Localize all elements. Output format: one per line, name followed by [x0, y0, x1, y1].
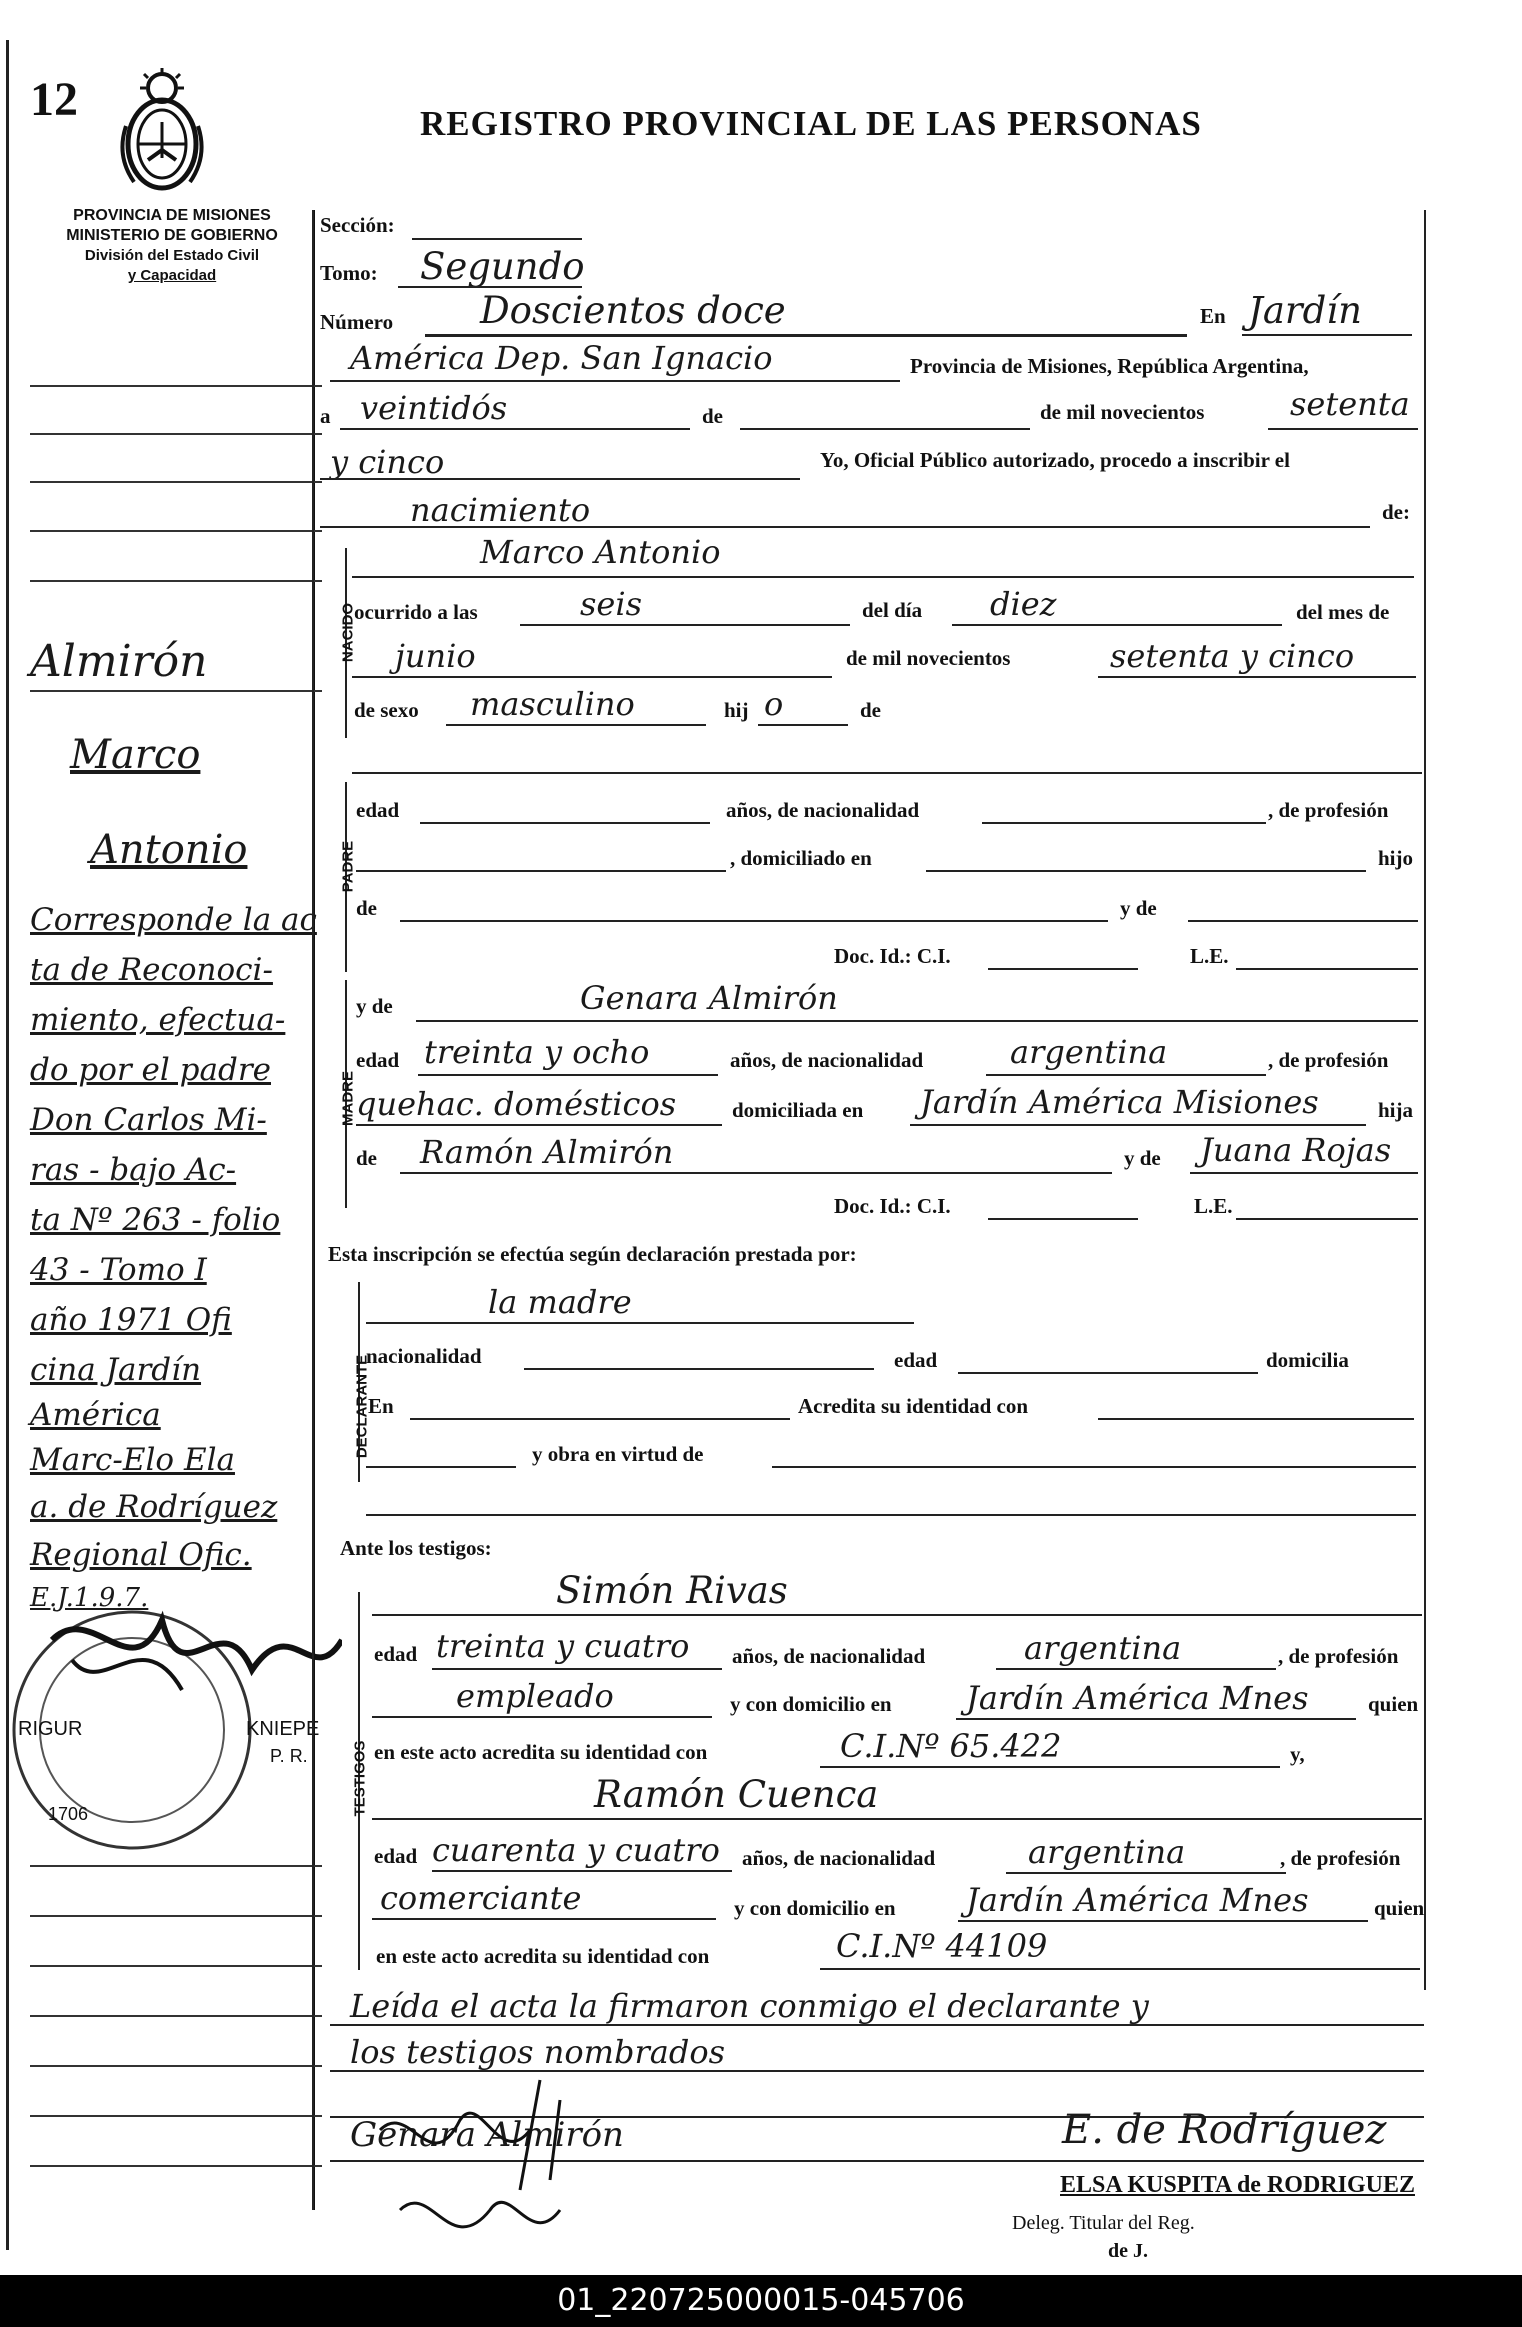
margin-note-line: Corresponde la ac — [30, 902, 317, 938]
label-sexo: de sexo — [354, 698, 419, 722]
field-nac-padre — [982, 822, 1266, 824]
field-t1-dom — [956, 1718, 1356, 1720]
label-quien-t2: quien — [1374, 1896, 1425, 1920]
label-edad-t2: edad — [374, 1844, 418, 1868]
field-acto — [320, 526, 1370, 528]
value-testigo-1: Simón Rivas — [556, 1569, 788, 1612]
image-id-bar: 01_220725000015-045706 — [0, 2275, 1522, 2327]
field-hora — [520, 624, 850, 626]
field-nacionalidad-decl — [524, 1368, 874, 1370]
margin-rule — [30, 433, 322, 435]
coat-of-arms-icon — [112, 66, 212, 196]
field-le-madre — [1236, 1218, 1418, 1220]
section-label-padre: PADRE — [339, 840, 357, 893]
label-en-decl: En — [368, 1394, 394, 1418]
value-tomo: Segundo — [420, 245, 585, 288]
field-t2-prof — [372, 1918, 716, 1920]
field-cierre-1 — [330, 2024, 1424, 2026]
margin-note-line: cina Jardín — [30, 1352, 202, 1388]
label-nac-t2: años, de nacionalidad — [742, 1846, 936, 1870]
value-t2-edad: cuarenta y cuatro — [432, 1831, 720, 1869]
value-hora: seis — [580, 585, 643, 623]
label-y-de-abuela: y de — [1124, 1146, 1161, 1170]
field-t1-nac — [996, 1668, 1276, 1670]
label-del-dia: del día — [862, 598, 923, 622]
label-nacionalidad-decl: nacionalidad — [366, 1344, 482, 1368]
field-le-padre — [1236, 968, 1418, 970]
label-en: En — [1200, 304, 1226, 328]
label-prof-madre: , de profesión — [1268, 1048, 1389, 1072]
label-nac-madre: años, de nacionalidad — [730, 1048, 924, 1072]
label-del-mes: del mes de — [1296, 600, 1390, 624]
field-en-decl — [410, 1418, 790, 1420]
value-dia-inscripcion: veintidós — [360, 389, 508, 427]
field-abuelo-materno — [400, 1172, 1112, 1174]
label-de: de — [702, 404, 723, 428]
label-edad-t1: edad — [374, 1642, 418, 1666]
margin-rule — [30, 2115, 322, 2117]
value-madre-edad: treinta y ocho — [424, 1033, 650, 1071]
page-number: 12 — [30, 73, 78, 126]
value-sexo: masculino — [470, 685, 635, 723]
value-lugar-2: América Dep. San Ignacio — [350, 339, 773, 377]
value-nombre: Marco Antonio — [480, 533, 721, 571]
issuer-line-1: PROVINCIA DE MISIONES — [73, 207, 271, 224]
field-nacido-extra — [352, 772, 1422, 774]
field-madre-prof — [356, 1124, 722, 1126]
label-de-hijo: de — [860, 698, 881, 722]
margin-note-line: ta Nº 263 - folio — [30, 1202, 281, 1238]
field-edad-padre — [420, 822, 710, 824]
value-anio-2: y cinco — [330, 443, 445, 481]
field-numero — [425, 334, 1187, 337]
label-acredita-t1: en este acto acredita su identidad con — [374, 1740, 708, 1764]
issuer-block — [22, 206, 322, 286]
value-t2-prof: comerciante — [380, 1879, 582, 1917]
field-mes — [352, 676, 832, 678]
margin-rule — [30, 2065, 322, 2067]
label-le-madre: L.E. — [1194, 1194, 1233, 1218]
value-en-lugar: Jardín — [1248, 289, 1362, 332]
field-doc-madre — [988, 1218, 1138, 1220]
label-con-dom-t2: y con domicilio en — [734, 1896, 896, 1920]
label-y-de-madre: y de — [356, 994, 393, 1018]
field-t2-dom — [958, 1920, 1368, 1922]
label-de-madre: de — [356, 1146, 377, 1170]
margin-rule — [30, 1915, 322, 1917]
margin-note-line: ras - bajo Ac- — [30, 1152, 237, 1188]
field-dia-nac — [952, 624, 1282, 626]
field-t2-id — [820, 1968, 1420, 1970]
margin-note-line: a. de Rodríguez — [30, 1489, 278, 1525]
page-edge-left — [6, 40, 9, 2250]
section-label-declarante: DECLARANTE — [353, 1354, 371, 1459]
stamp-text-right: KNIEPE — [246, 1718, 320, 1740]
value-acto: nacimiento — [410, 491, 591, 529]
value-t2-nac: argentina — [1028, 1833, 1186, 1871]
label-acredita-t2: en este acto acredita su identidad con — [376, 1944, 710, 1968]
label-inscripcion: Esta inscripción se efectúa según declaración prestada por: — [328, 1242, 857, 1266]
field-testigo-1 — [372, 1614, 1422, 1616]
value-anio-1: setenta — [1290, 385, 1410, 423]
field-t1-prof — [372, 1716, 712, 1718]
value-t2-dom: Jardín América Mnes — [966, 1881, 1309, 1919]
field-declarante — [366, 1322, 914, 1324]
form-border-right — [1424, 210, 1426, 1990]
label-doc-padre: Doc. Id.: C.I. — [834, 944, 951, 968]
field-abuela-materna — [1190, 1172, 1418, 1174]
margin-name-2: Antonio — [90, 827, 248, 873]
value-madre-dom: Jardín América Misiones — [920, 1083, 1319, 1121]
field-t1-edad — [432, 1668, 722, 1670]
field-obra — [772, 1466, 1416, 1468]
field-dia — [340, 428, 690, 430]
stamp-text-left: RIGUR — [18, 1718, 83, 1740]
label-le-padre: L.E. — [1190, 944, 1229, 968]
margin-note-line: Regional Ofic. — [30, 1537, 252, 1573]
field-madre-nac — [986, 1074, 1266, 1076]
stamp-text-sub: P. R. — [270, 1746, 308, 1766]
field-tomo — [398, 286, 582, 288]
label-acredita: Acredita su identidad con — [798, 1394, 1029, 1418]
value-declarante: la madre — [488, 1283, 632, 1321]
label-prof-t2: , de profesión — [1280, 1846, 1401, 1870]
margin-rule — [30, 1865, 322, 1867]
value-abuelo-materno: Ramón Almirón — [420, 1133, 674, 1171]
value-testigo-2: Ramón Cuenca — [594, 1773, 879, 1816]
value-madre-prof: quehac. domésticos — [356, 1085, 677, 1123]
field-anio-1 — [1268, 428, 1418, 430]
label-yo-oficial: Yo, Oficial Público autorizado, procedo a inscribir el — [820, 448, 1290, 472]
margin-rule — [30, 530, 322, 532]
margin-note-line: América — [30, 1397, 161, 1433]
margin-note-line: ta de Reconoci- — [30, 952, 273, 988]
label-obra: y obra en virtud de — [532, 1442, 704, 1466]
label-mil-novecientos-2: de mil novecientos — [846, 646, 1011, 670]
value-numero: Doscientos doce — [480, 289, 786, 332]
value-madre-nac: argentina — [1010, 1033, 1168, 1071]
label-doc-madre: Doc. Id.: C.I. — [834, 1194, 951, 1218]
field-abuelo-paterno — [400, 920, 1108, 922]
label-dom-padre: , domiciliado en — [730, 846, 872, 870]
margin-note-line: miento, efectua- — [30, 1002, 286, 1038]
field-nombre — [352, 576, 1414, 578]
signature-oficial: E. de Rodríguez — [1062, 2107, 1387, 2153]
value-t1-prof: empleado — [456, 1677, 614, 1715]
margin-note-line: Don Carlos Mi- — [30, 1102, 267, 1138]
section-label-testigos: TESTIGOS — [351, 1740, 369, 1817]
signature-scribble-icon — [360, 2060, 720, 2270]
value-t2-id: C.I.Nº 44109 — [836, 1927, 1048, 1965]
label-y-de-padre: y de — [1120, 896, 1157, 920]
field-prof-padre — [356, 870, 726, 872]
label-nac-padre: años, de nacionalidad — [726, 798, 920, 822]
field-dom-padre — [926, 870, 1366, 872]
field-en — [1242, 334, 1412, 336]
field-doc-padre — [988, 968, 1138, 970]
label-con-dom-t1: y con domicilio en — [730, 1692, 892, 1716]
label-hij: hij — [724, 698, 749, 722]
label-de-padre: de — [356, 896, 377, 920]
field-lugar-2 — [330, 380, 900, 382]
value-cierre-2: los testigos nombrados — [350, 2033, 725, 2071]
official-stamp-role-2: de J. — [1108, 2240, 1148, 2262]
label-dom-madre: domiciliada en — [732, 1098, 864, 1122]
label-edad-padre: edad — [356, 798, 400, 822]
field-mes-inscripcion — [740, 428, 1030, 430]
label-edad-decl: edad — [894, 1348, 938, 1372]
field-madre-nombre — [416, 1020, 1418, 1022]
margin-rule — [30, 1965, 322, 1967]
signature-declarante: Genara Almirón — [350, 2115, 624, 2155]
section-label-nacido: NACIDO — [339, 602, 357, 663]
label-de-colon: de: — [1382, 500, 1410, 524]
value-cierre-1: Leída el acta la firmaron conmigo el declarante y — [350, 1987, 1149, 2025]
label-ocurrido: ocurrido a las — [354, 600, 478, 624]
value-hij-sufijo: o — [764, 685, 784, 723]
label-ante-testigos: Ante los testigos: — [340, 1536, 492, 1560]
official-stamp-name: ELSA KUSPITA de RODRIGUEZ — [1060, 2172, 1415, 2198]
label-hijo-padre: hijo — [1378, 846, 1414, 870]
field-madre-edad — [418, 1074, 718, 1076]
label-edad-madre: edad — [356, 1048, 400, 1072]
official-stamp-role: Deleg. Titular del Reg. — [1012, 2212, 1195, 2234]
field-t2-nac — [1006, 1872, 1286, 1874]
value-t1-nac: argentina — [1024, 1629, 1182, 1667]
document-title: REGISTRO PROVINCIAL DE LAS PERSONAS — [420, 104, 1202, 143]
section-label-madre: MADRE — [339, 1071, 357, 1126]
label-prof-t1: , de profesión — [1278, 1644, 1399, 1668]
margin-note-line: 43 - Tomo I — [30, 1252, 207, 1288]
field-seccion — [412, 238, 582, 240]
field-decl-extra — [366, 1466, 516, 1468]
label-y-t1: y, — [1290, 1742, 1305, 1766]
stamp-text-bottom: 1706 — [48, 1804, 89, 1824]
margin-rule — [30, 690, 322, 692]
field-sexo — [446, 724, 706, 726]
form-border-left — [312, 210, 314, 2210]
field-t2-edad — [432, 1870, 732, 1872]
value-t1-id: C.I.Nº 65.422 — [840, 1727, 1062, 1765]
value-abuela-materna: Juana Rojas — [1200, 1131, 1392, 1169]
margin-note-line: Marc-Elo Ela — [30, 1442, 235, 1478]
label-numero: Número — [320, 310, 394, 334]
label-quien-t1: quien — [1368, 1692, 1419, 1716]
margin-rule — [30, 2165, 322, 2167]
label-tomo: Tomo: — [320, 261, 378, 285]
label-hija: hija — [1378, 1098, 1414, 1122]
margin-name-1: Marco — [70, 732, 201, 778]
field-hij — [758, 724, 848, 726]
margin-note-line: do por el padre — [30, 1052, 271, 1088]
margin-note-line: año 1971 Ofi — [30, 1302, 232, 1338]
value-mes: junio — [395, 637, 476, 675]
field-t1-id — [820, 1766, 1280, 1768]
value-madre-nombre: Genara Almirón — [580, 979, 838, 1017]
field-madre-dom — [910, 1124, 1366, 1126]
label-mil-novecientos: de mil novecientos — [1040, 400, 1205, 424]
margin-note-line: E.J.1.9.7. — [30, 1583, 149, 1613]
value-t1-edad: treinta y cuatro — [436, 1627, 690, 1665]
value-dia-nac: diez — [990, 585, 1057, 623]
margin-surname: Almirón — [30, 636, 208, 687]
issuer-line-4: y Capacidad — [127, 267, 217, 284]
field-anio-2 — [320, 478, 800, 480]
value-anio-nac: setenta y cinco — [1110, 637, 1355, 675]
label-a: a — [320, 404, 331, 428]
label-domicilia: domicilia — [1266, 1348, 1349, 1372]
label-seccion: Sección: — [320, 213, 395, 237]
field-anio-nac — [1098, 676, 1416, 678]
value-t1-dom: Jardín América Mnes — [966, 1679, 1309, 1717]
label-provincia: Provincia de Misiones, República Argentina, — [910, 354, 1309, 378]
label-nac-t1: años, de nacionalidad — [732, 1644, 926, 1668]
label-prof-padre: , de profesión — [1268, 798, 1389, 822]
margin-rule — [30, 580, 322, 582]
field-abuela-paterna — [1188, 920, 1418, 922]
margin-rule — [30, 385, 322, 387]
field-decl-extra-2 — [366, 1514, 1416, 1516]
field-testigo-2 — [372, 1818, 1422, 1820]
field-edad-decl — [958, 1372, 1258, 1374]
field-acredita — [1098, 1418, 1414, 1420]
margin-rule — [30, 2015, 322, 2017]
issuer-line-3: División del Estado Civil — [84, 247, 260, 264]
issuer-line-2: MINISTERIO DE GOBIERNO — [66, 227, 278, 244]
margin-rule — [30, 481, 322, 483]
